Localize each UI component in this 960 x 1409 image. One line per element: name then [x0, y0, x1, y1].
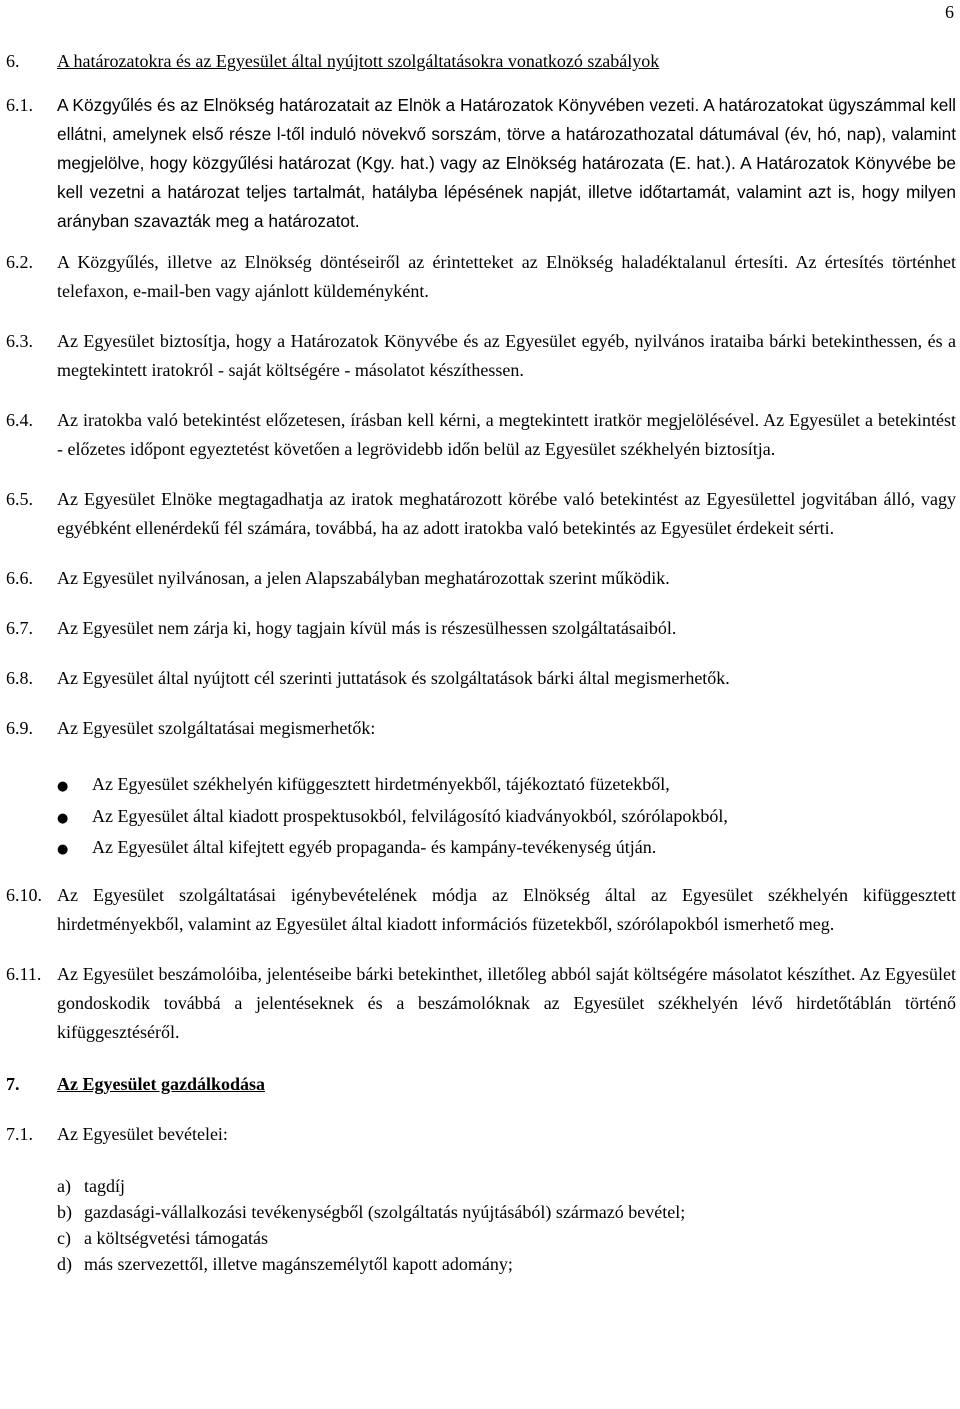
list-item — [6, 1199, 956, 1225]
clause-6-6 — [6, 564, 956, 593]
section-6-heading — [6, 49, 956, 73]
section-title: Az Egyesület gazdálkodása — [57, 1073, 266, 1094]
clause-6-7 — [6, 614, 956, 643]
section-7-heading — [6, 1072, 956, 1096]
bullet-icon — [6, 770, 92, 802]
bullet-icon — [6, 802, 92, 834]
list-item-text: tagdíj — [84, 1175, 125, 1196]
clause-text: Az Egyesület szolgáltatásai igénybevételének módja az Elnökség által az Egyesület székhelyén kifüggesztett hirdetményekből, valamint az Egyesület által kiadott információs füzetekből, szórólapokból ismerhető meg. — [57, 884, 956, 934]
revenue-list — [6, 1173, 956, 1277]
clause-number: 6.3. — [6, 331, 33, 351]
list-item-letter: d) — [57, 1253, 72, 1274]
clause-6-3 — [6, 327, 956, 385]
clause-6-2 — [6, 248, 956, 306]
list-item — [6, 770, 956, 802]
clause-number: 6.2. — [6, 252, 33, 272]
clause-6-5 — [6, 485, 956, 543]
clause-text: A Közgyűlés, illetve az Elnökség döntéseiről az érintetteket az Elnökség haladéktalanul értesíti. Az értesítés történhet telefaxon, e-mail-ben vagy ajánlott küldeményként. — [57, 252, 956, 301]
clause-6-1 — [6, 91, 956, 236]
clause-text: Az iratokba való betekintést előzetesen, írásban kell kérni, a megtekintett iratkör megjelölésével. Az Egyesület a betekintést - előzetes időpont egyeztetést követően a legrövidebb időn belül az Egyesület székhelyén biztosítja. — [57, 410, 956, 459]
clause-number: 6.6. — [6, 568, 33, 588]
list-item — [6, 1225, 956, 1251]
clause-6-4 — [6, 406, 956, 464]
clause-6-9 — [6, 714, 956, 743]
clause-text: Az Egyesület nyilvánosan, a jelen Alapszabályban meghatározottak szerint működik. — [57, 568, 670, 588]
clause-number: 7.1. — [6, 1123, 33, 1144]
list-item-text: a költségvetési támogatás — [84, 1227, 268, 1248]
clause-text: A Közgyűlés és az Elnökség határozatait az Elnök a Határozatok Könyvében vezeti. A határozatokat ügyszámmal kell ellátni, amelynek első része l-től induló növekvő sorszám, törve a határozathozatal dátumával (év, hó, nap), valamint megjelölve, hogy közgyűlési határozat (Kgy. hat.) vagy az Elnökség határozata (E. hat.). A Határozatok Könyvébe be kell vezetni a határozat teljes tartalmát, hatályba lépésének napját, illetve időtartamát, valamint azt is, hogy milyen arányban szavazták meg a határozatot. — [57, 95, 956, 231]
section-number: 7. — [6, 1073, 20, 1094]
list-item — [6, 1173, 956, 1199]
clause-7-1 — [6, 1120, 956, 1149]
list-item-text: Az Egyesület által kifejtett egyéb propaganda- és kampány-tevékenység útján. — [92, 837, 657, 857]
list-item-text: Az Egyesület székhelyén kifüggesztett hirdetményekből, tájékoztató füzetekből, — [92, 774, 670, 794]
document-body — [6, 49, 956, 1277]
list-item-letter: b) — [57, 1201, 72, 1222]
section-number: 6. — [6, 51, 20, 71]
list-item-letter: c) — [57, 1227, 71, 1248]
clause-number: 6.9. — [6, 718, 33, 738]
page-number: 6 — [945, 2, 954, 22]
clause-text: Az Egyesület biztosítja, hogy a Határozatok Könyvébe és az Egyesület egyéb, nyilvános irataiba bárki betekinthessen, és a megtekintett iratokról - saját költségére - másolatot készíthessen. — [57, 331, 956, 380]
list-item-text: gazdasági-vállalkozási tevékenységből (szolgáltatás nyújtásából) származó bevétel; — [84, 1201, 686, 1222]
clause-6-8 — [6, 664, 956, 693]
clause-text: Az Egyesület bevételei: — [57, 1123, 228, 1144]
list-item-text: más szervezettől, illetve magánszemélytől kapott adomány; — [84, 1253, 513, 1274]
bullet-list — [6, 770, 956, 865]
clause-text: Az Egyesület nem zárja ki, hogy tagjain kívül más is részesülhessen szolgáltatásaiból. — [57, 618, 677, 638]
bullet-icon — [6, 833, 92, 865]
clause-text: Az Egyesület által nyújtott cél szerinti juttatások és szolgáltatások bárki által megismerhetők. — [57, 668, 730, 688]
list-item-letter: a) — [57, 1175, 71, 1196]
list-item-text: Az Egyesület által kiadott prospektusokból, felvilágosító kiadványokból, szórólapokból, — [92, 805, 728, 826]
clause-6-11 — [6, 960, 956, 1047]
clause-number: 6.10. — [6, 884, 42, 905]
list-item — [6, 833, 956, 865]
section-title: A határozatokra és az Egyesület által nyújtott szolgáltatásokra vonatkozó szabályok — [57, 51, 660, 71]
list-item — [6, 1251, 956, 1277]
clause-text: Az Egyesület Elnöke megtagadhatja az iratok meghatározott körébe való betekintést az Egyesülettel jogvitában álló, vagy egyébként ellenérdekű fél számára, továbbá, ha az adott iratokba való betekintés az Egyesület érdekeit sérti. — [57, 489, 956, 538]
clause-text: Az Egyesület beszámolóiba, jelentéseibe bárki betekinthet, illetőleg abból saját költségére másolatot készíthet. Az Egyesület gondoskodik továbbá a jelentéseknek és a beszámolóknak az Egyesület székhelyén lévő hirdetőtáblán történő kifüggesztéséről. — [57, 963, 956, 1042]
clause-number: 6.5. — [6, 489, 33, 509]
clause-number: 6.11. — [6, 963, 42, 984]
clause-number: 6.1. — [6, 95, 33, 115]
clause-number: 6.4. — [6, 410, 33, 430]
clause-number: 6.8. — [6, 668, 33, 688]
clause-6-10 — [6, 881, 956, 939]
clause-text: Az Egyesület szolgáltatásai megismerhetők: — [57, 718, 376, 738]
clause-number: 6.7. — [6, 618, 33, 638]
list-item — [6, 802, 956, 834]
